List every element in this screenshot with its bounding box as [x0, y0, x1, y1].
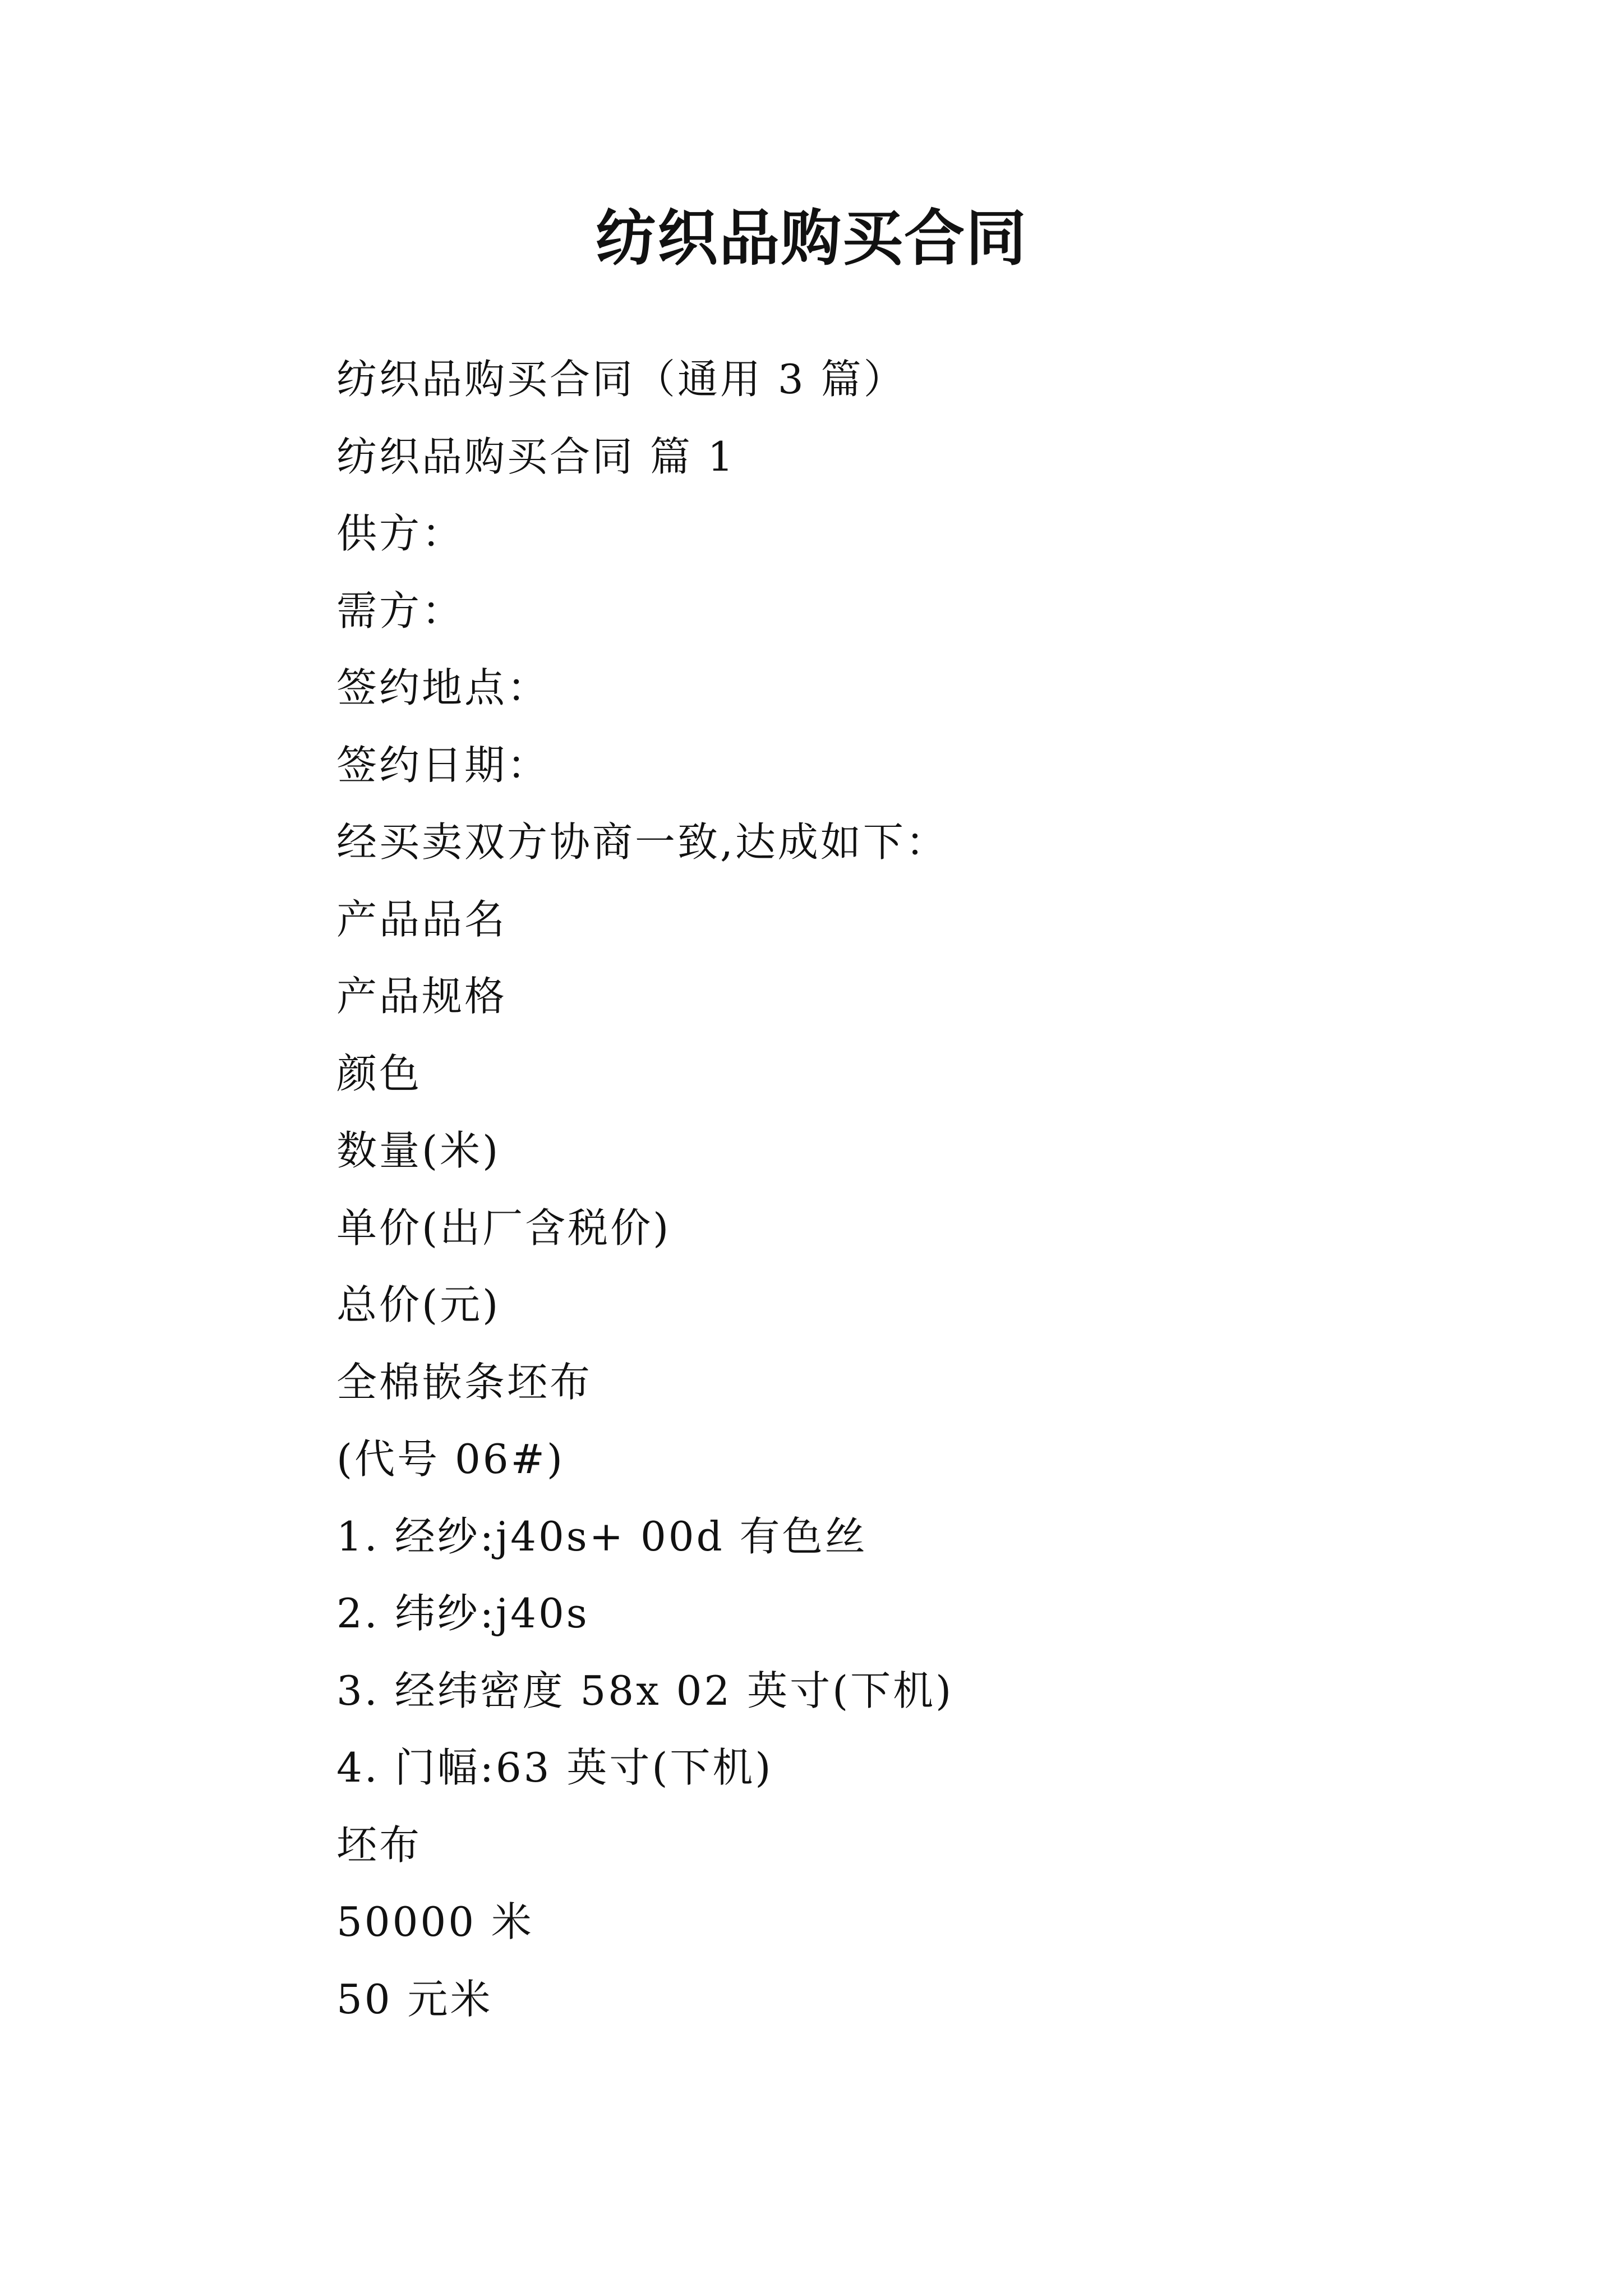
buyer-line: 需方：	[336, 587, 465, 634]
unit-price-label: 单价(出厂含税价)	[336, 1204, 671, 1251]
spec-item-2: 2. 纬纱:j40s	[336, 1590, 589, 1637]
color-value: 坯布	[336, 1821, 422, 1869]
spec-item-4: 4. 门幅:63 英寸(下机)	[336, 1744, 773, 1791]
product-name-label: 产品品名	[336, 895, 508, 943]
signing-place-line: 签约地点：	[336, 664, 550, 711]
color-label: 颜色	[336, 1050, 422, 1097]
spec-item-1: 1. 经纱:j40s+ 00d 有色丝	[336, 1512, 868, 1560]
agreement-intro-line: 经买卖双方协商一致,达成如下：	[336, 818, 948, 866]
subtitle-line: 纺织品购买合同（通用 3 篇）	[336, 356, 906, 403]
document-title: 纺织品购买合同	[595, 203, 1027, 274]
quantity-value: 50000 米	[336, 1898, 534, 1945]
document-body	[336, 341, 1458, 2038]
product-name-value: 全棉嵌条坯布	[336, 1358, 593, 1406]
spec-item-3: 3. 经纬密度 58x 02 英寸(下机)	[336, 1667, 954, 1714]
total-price-label: 总价(元)	[336, 1281, 501, 1328]
supplier-line: 供方：	[336, 510, 465, 557]
signing-date-line: 签约日期：	[336, 741, 550, 789]
section-heading: 纺织品购买合同 篇 1	[336, 432, 736, 480]
quantity-label: 数量(米)	[336, 1127, 501, 1174]
product-code: (代号 06#)	[336, 1435, 565, 1483]
unit-price-value: 50 元米	[336, 1975, 493, 2023]
product-spec-label: 产品规格	[336, 973, 508, 1020]
